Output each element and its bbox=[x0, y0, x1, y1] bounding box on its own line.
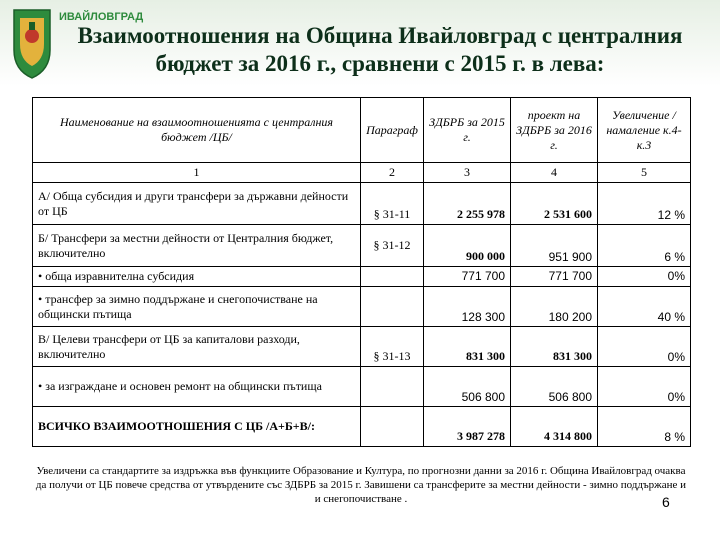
table-row bbox=[33, 287, 691, 327]
row-change: 12 % bbox=[598, 183, 691, 225]
row-change: 8 % bbox=[598, 407, 691, 447]
row-2016: 831 300 bbox=[511, 327, 598, 367]
col-number: 2 bbox=[361, 163, 424, 183]
row-change: 6 % bbox=[598, 225, 691, 267]
row-name: ВСИЧКО ВЗАИМООТНОШЕНИЯ С ЦБ /А+Б+В/: bbox=[33, 407, 361, 447]
col-number: 5 bbox=[598, 163, 691, 183]
row-name: В/ Целеви трансфери от ЦБ за капиталови разходи, включително bbox=[33, 327, 361, 367]
header-change: Увеличение /намаление к.4-к.3 bbox=[598, 98, 691, 163]
header-2015: ЗДБРБ за 2015 г. bbox=[424, 98, 511, 163]
header-paragraph: Параграф bbox=[361, 98, 424, 163]
row-change: 0% bbox=[598, 327, 691, 367]
title-line-1: Взаимоотношения на Община Ивайловград с централния bbox=[77, 23, 683, 48]
row-paragraph bbox=[361, 367, 424, 407]
row-change: 0% bbox=[598, 367, 691, 407]
col-number: 1 bbox=[33, 163, 361, 183]
row-2016: 951 900 bbox=[511, 225, 598, 267]
header-name: Наименование на взаимоотношенията с централния бюджет /ЦБ/ bbox=[33, 98, 361, 163]
row-2015: 506 800 bbox=[424, 367, 511, 407]
column-number-row bbox=[33, 163, 691, 183]
table-header-row bbox=[33, 98, 691, 163]
col-number: 4 bbox=[511, 163, 598, 183]
row-2016: 4 314 800 bbox=[511, 407, 598, 447]
table-row bbox=[33, 183, 691, 225]
row-paragraph bbox=[361, 267, 424, 287]
table-row bbox=[33, 327, 691, 367]
page-title bbox=[40, 22, 720, 78]
row-paragraph: § 31-12 bbox=[361, 225, 424, 267]
row-change: 40 % bbox=[598, 287, 691, 327]
row-name: • трансфер за зимно поддържане и снегопочистване на общински пътища bbox=[33, 287, 361, 327]
row-change: 0% bbox=[598, 267, 691, 287]
row-2015: 900 000 bbox=[424, 225, 511, 267]
svg-text:ИВАЙЛОВГРАД: ИВАЙЛОВГРАД bbox=[59, 11, 144, 23]
table-row bbox=[33, 367, 691, 407]
row-2016: 771 700 bbox=[511, 267, 598, 287]
row-2016: 506 800 bbox=[511, 367, 598, 407]
row-paragraph bbox=[361, 407, 424, 447]
row-2015: 831 300 bbox=[424, 327, 511, 367]
col-number: 3 bbox=[424, 163, 511, 183]
table-row bbox=[33, 225, 691, 267]
row-name: Б/ Трансфери за местни дейности от Централния бюджет, включително bbox=[33, 225, 361, 267]
footnote: Увеличени са стандартите за издръжка във функциите Образование и Култура, по прогнозни данни за 2016 г. Община Ивайловград очаква да получи от ЦБ повече средства от утвърдените със ЗДБРБ за 2015 г. Завишени са трансферите за местни дейности - зимно поддържане и и снегопочистване . bbox=[35, 465, 687, 505]
row-name: • за изграждане и основен ремонт на общински пътища bbox=[33, 367, 361, 407]
row-paragraph: § 31-13 bbox=[361, 327, 424, 367]
row-2016: 180 200 bbox=[511, 287, 598, 327]
row-paragraph bbox=[361, 287, 424, 327]
budget-table bbox=[32, 97, 691, 447]
table-row bbox=[33, 267, 691, 287]
row-2015: 771 700 bbox=[424, 267, 511, 287]
row-2015: 2 255 978 bbox=[424, 183, 511, 225]
title-line-2: бюджет за 2016 г., сравнени с 2015 г. в лева: bbox=[155, 51, 605, 76]
row-name: А/ Обща субсидия и други трансфери за държавни дейности от ЦБ bbox=[33, 183, 361, 225]
row-2016: 2 531 600 bbox=[511, 183, 598, 225]
row-2015: 3 987 278 bbox=[424, 407, 511, 447]
row-name: • обща изравнителна субсидия bbox=[33, 267, 361, 287]
row-2015: 128 300 bbox=[424, 287, 511, 327]
page-number: 6 bbox=[662, 494, 670, 510]
row-paragraph: § 31-11 bbox=[361, 183, 424, 225]
header-2016: проект на ЗДБРБ за 2016 г. bbox=[511, 98, 598, 163]
table-row-total bbox=[33, 407, 691, 447]
